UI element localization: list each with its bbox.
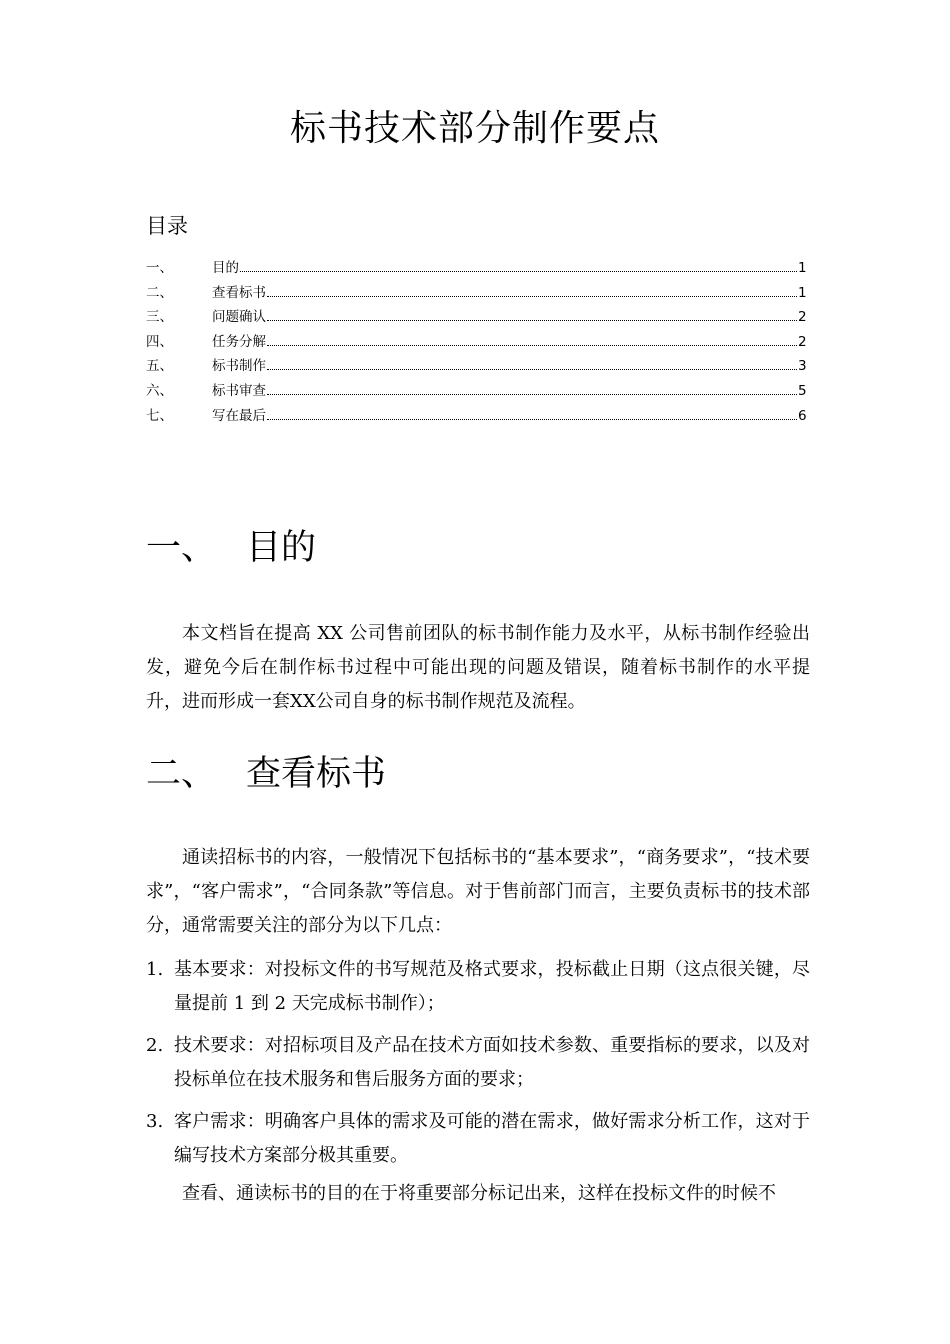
toc-entry[interactable] xyxy=(146,256,806,281)
toc-heading: 目录 xyxy=(146,214,188,238)
toc-dot-leader xyxy=(267,295,797,297)
toc-dot-leader xyxy=(267,344,797,346)
toc-entry-page: 2 xyxy=(798,333,807,350)
toc-entry-number: 六、 xyxy=(146,382,173,399)
section-paragraph: 查看、通读标书的目的在于将重要部分标记出来，这样在投标文件的时候不 xyxy=(182,1183,776,1204)
toc-entry-page: 2 xyxy=(798,309,807,326)
toc-dot-leader xyxy=(240,270,797,272)
section-title: 查看标书 xyxy=(246,754,387,794)
list-item xyxy=(146,953,810,1021)
toc-entry-page: 5 xyxy=(798,382,807,399)
toc-entry[interactable] xyxy=(146,305,806,330)
toc-entry[interactable] xyxy=(146,281,806,306)
toc-entry-number: 七、 xyxy=(146,407,173,424)
toc-entry[interactable] xyxy=(146,354,806,379)
toc-entry-number: 三、 xyxy=(146,309,173,326)
section-title: 目的 xyxy=(246,528,317,568)
toc-dot-leader xyxy=(267,368,797,370)
section-heading xyxy=(146,520,316,570)
toc-entry-page: 1 xyxy=(798,260,807,276)
toc-entry-page: 6 xyxy=(798,407,807,424)
list-item-text: 基本要求：对投标文件的书写规范及格式要求，投标截止日期（这点很关键，尽量提前 1 到 2 天完成标书制作）； xyxy=(174,959,810,1014)
toc-entry[interactable] xyxy=(146,330,806,355)
list-item xyxy=(146,1029,810,1097)
requirements-list xyxy=(146,953,810,1181)
section-number: 二、 xyxy=(146,754,217,794)
toc-dot-leader xyxy=(267,393,797,395)
list-item-text: 技术要求：对招标项目及产品在技术方面如技术参数、重要指标的要求，以及对投标单位在技术服务和售后服务方面的要求； xyxy=(174,1035,810,1090)
toc-entry-label: 查看标书 xyxy=(212,284,266,301)
section-paragraph: 本文档旨在提高 XX 公司售前团队的标书制作能力及水平，从标书制作经验出发，避免今后在制作标书过程中可能出现的问题及错误，随着标书制作的水平提升，进而形成一套XX公司自身的标书制作规范及流程。 xyxy=(146,623,810,712)
toc-entry-label: 标书制作 xyxy=(212,358,266,375)
toc-entry-label: 任务分解 xyxy=(212,333,266,350)
toc-entry-number: 五、 xyxy=(146,358,173,375)
section-number: 一、 xyxy=(146,528,217,568)
list-item-text: 客户需求：明确客户具体的需求及可能的潜在需求，做好需求分析工作，这对于编写技术方案部分极其重要。 xyxy=(174,1111,810,1166)
toc-entry-number: 四、 xyxy=(146,333,173,350)
toc-entry-label: 问题确认 xyxy=(212,309,266,326)
list-item-number: 2. xyxy=(146,1035,164,1056)
section-paragraph: 通读招标书的内容，一般情况下包括标书的“基本要求”，“商务要求”，“技术要求”，“客户需求”，“合同条款”等信息。对于售前部门而言，主要负责标书的技术部分，通常需要关注的部分为以下几点： xyxy=(146,847,810,936)
list-item xyxy=(146,1105,810,1173)
toc-entry[interactable] xyxy=(146,404,806,429)
toc-dot-leader xyxy=(267,319,797,321)
toc-entry-page: 1 xyxy=(798,284,807,301)
table-of-contents xyxy=(146,256,806,428)
list-item-number: 1. xyxy=(146,959,164,980)
toc-entry[interactable] xyxy=(146,379,806,404)
toc-entry-label: 写在最后 xyxy=(212,407,266,424)
toc-entry-label: 标书审查 xyxy=(212,382,266,399)
section-heading xyxy=(146,746,386,796)
toc-entry-number: 二、 xyxy=(146,284,173,301)
toc-entry-number: 一、 xyxy=(146,260,173,276)
toc-entry-page: 3 xyxy=(798,358,807,375)
list-item-number: 3. xyxy=(146,1111,164,1132)
document-title: 标书技术部分制作要点 xyxy=(289,108,660,149)
toc-dot-leader xyxy=(267,418,797,420)
toc-entry-label: 目的 xyxy=(212,260,239,276)
